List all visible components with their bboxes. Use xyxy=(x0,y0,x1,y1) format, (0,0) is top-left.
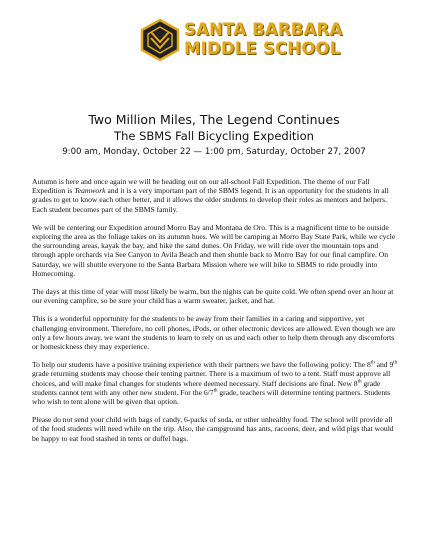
paragraph-devices: This is a wonderful opportunity for the students to be away from their families in a caring and supportive, yet challenging environment. Therefore, no cell phones, iPods, or other electronic devices are allowed. Even though we are only a few hours away, we want the students to learn to rely on us and each other to help them through any discomforts or homesickness they may experience. xyxy=(32,314,396,352)
paragraph-tent-policy: To help our students have a positive training experience with their partners we have the following policy: The 8th and 9th grade returning students may choose their tenting partner. There is a maximum of two to a tent. Staff must approve all choices, and will make final changes for students where deemed necessary. Staff decisions are final. New 8th grade students cannot tent with any other new student. For the 6/7th grade, teachers will determine tenting partners. Students who wish to tent alone will be given that option. xyxy=(32,360,398,407)
event-dates: 9:00 am, Monday, October 22 — 1:00 pm, Saturday, October 27, 2007 xyxy=(62,147,366,157)
paragraph-location: We will be centering our Expedition around Morro Bay and Montana de Oro. This is a magnificent time to be outside exploring the area as the foliage takes on its autumn hues. We will be camping at Morro Bay State Park, while we cycle the surrounding areas, kayak the bay, and hike the sand dunes. On Friday, we will ride over the mountain tops and through apple orchards via See Canyon to Avila Beach and then shuttle back to Morro Bay for our final campfire. On Saturday, we will shuttle everyone to the Santa Barbara Mission where we will bike to SBMS to ride proudly into Homecoming. xyxy=(32,222,396,278)
school-crest-icon xyxy=(140,18,180,62)
paragraph-intro: Autumn is here and once again we will be heading out on our all-school Fall Expedition. The theme of our Fall Expedition is Teamwork and it is a very important part of the SBMS legend. It is an opportunity for the students in all grades to get to know each other better, and it allows the older students to develop their roles as mentors and helpers. Each student becomes part of the SBMS family. xyxy=(32,177,389,214)
paragraph-weather: The days at this time of year will most likely be warm, but the nights can be quite cold. We often spend over an hour at our evening campfire, so be sure your child has a warm sweater, jacket, and hat. xyxy=(32,287,394,306)
paragraph-food: Please do not send your child with bags of candy, 6-packs of soda, or other unhealthy food. The school will provide all of the food students will need while on the trip. Also, the campground has ants, racoons, deer, and wild pigs that would be happy to eat food stashed in tents or duffel bags. xyxy=(32,415,394,443)
school-logo xyxy=(140,14,343,86)
page-subtitle: The SBMS Fall Bicycling Expedition xyxy=(114,129,314,143)
logo-line-2: MIDDLE SCHOOL xyxy=(184,39,341,58)
letter-body xyxy=(32,177,400,452)
logo-line-1: SANTA BARBARA xyxy=(184,20,343,39)
teamwork-emphasis: Teamwork xyxy=(74,186,106,196)
page-title: Two Million Miles, The Legend Continues xyxy=(88,112,340,127)
title-block xyxy=(0,112,428,159)
